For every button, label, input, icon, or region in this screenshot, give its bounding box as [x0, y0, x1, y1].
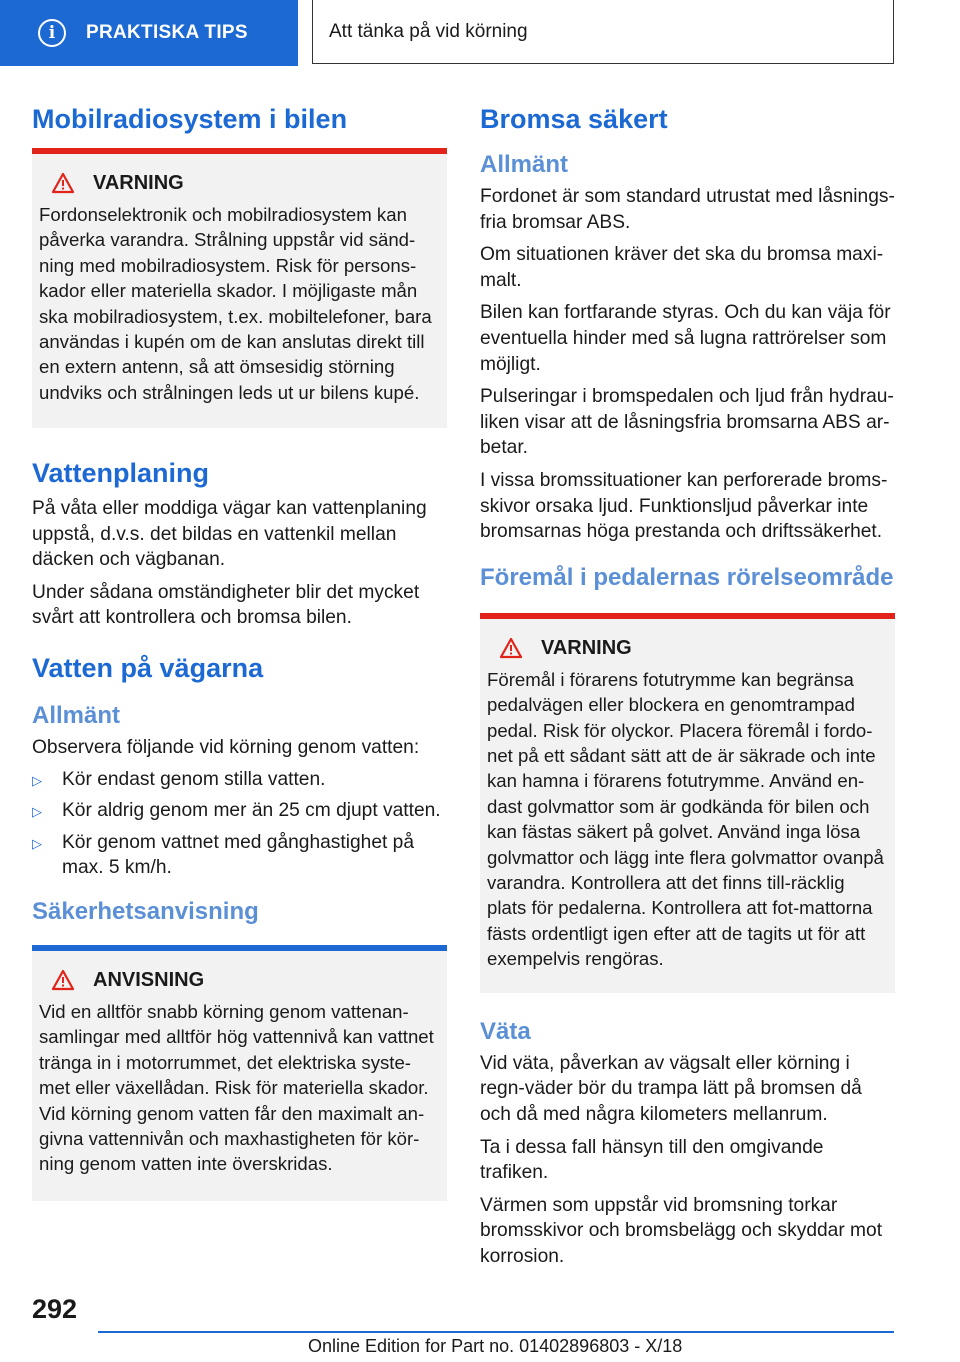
brake-heading: Bromsa säkert [480, 104, 668, 134]
edition-text: Online Edition for Part no. 01402896803 - X/18 [308, 1336, 683, 1356]
pedal-heading: Föremål i pedalernas rörelseområde [480, 563, 894, 591]
notice-title [51, 965, 439, 995]
left-column [32, 96, 447, 1201]
pedal-warning-title-text: VARNING [541, 636, 632, 659]
warning-title [51, 168, 439, 198]
bullet-triangle-icon: ▷ [32, 804, 42, 820]
list-item: ▷ Kör genom vattnet med gånghastighet på max. 5 km/h. [32, 831, 415, 879]
wet-paragraph: Vid väta, påverkan av vägsalt eller körning i regn-väder bör du trampa lätt på bromsen då och då med några kilometers mellanrum. [480, 1052, 862, 1125]
section-tab[interactable] [0, 0, 298, 66]
water-intro: Observera följande vid körning genom vatten: [32, 736, 420, 758]
warning-title-text: VARNING [93, 172, 184, 194]
section-tab-label: PRAKTISKA TIPS [86, 22, 248, 43]
notice-bar [32, 945, 447, 951]
page-number: 292 [32, 1294, 78, 1324]
warning-box [32, 148, 447, 428]
wet-heading: Väta [480, 1017, 531, 1045]
notice-box [32, 945, 447, 1201]
chapter-tab-label: Att tänka på vid körning [329, 20, 528, 42]
pedal-warning-box [480, 613, 895, 993]
brake-subheading: Allmänt [480, 151, 569, 178]
mobile-radio-heading: Mobilradiosystem i bilen [32, 104, 348, 134]
aquaplaning-paragraph-2: Under sådana omständigheter blir det mycket svårt att kontrollera och bromsa bilen. [32, 581, 420, 629]
pedal-warning-bar [480, 613, 895, 619]
brake-paragraph: Om situationen kräver det ska du bromsa maxi-malt. [480, 244, 884, 291]
wet-paragraph: Värmen som uppstår vid bromsning torkar bromsskivor och bromsbelägg och skyddar mot korrosion. [480, 1194, 883, 1267]
water-subheading: Allmänt [32, 701, 121, 729]
brake-paragraph: Pulseringar i bromspedalen och ljud från hydrau-liken visar att de låsningsfria bromsarna ABS ar-betar. [480, 386, 894, 459]
brake-paragraph: Bilen kan fortfarande styras. Och du kan väja för eventuella hinder med så lugna rattrörelser som möjligt. [480, 302, 891, 375]
notice-text: Vid en alltför snabb körning genom vattenan-samlingar med alltför hög vattennivå kan vattnet tränga in i motorrummet, det elektriska syste-met eller växellådan. Risk för materiella skador. Vid körning genom vatten får den maximalt an-givna vattennivån och maxhastigheten för kör-ning genom vatten inte överskridas. [39, 1000, 434, 1175]
info-icon: i [38, 19, 66, 47]
pedal-warning-text: Föremål i förarens fotutrymme kan begränsa pedalvägen eller blockera en genomtrampad pedal. Risk för olyckor. Placera föremål i fordo-net på ett sådant sätt att de är säkrade och inte kan hamna i förarens fotutrymme. Använd en-dast golvmattor som är godkända för bilen och kan fästas säkert på golvet. Använd inga lösa golvmattor och lägg inte flera golvmattor ovanpå varandra. Kontrollera att det finns till-räcklig plats för pedalerna. Kontrollera att fot-mattorna fästs ordentligt igen efter att de tagits ut för att exempelvis rengöras. [487, 668, 884, 970]
bullet-triangle-icon: ▷ [32, 835, 42, 851]
list-item: ▷ Kör endast genom stilla vatten. [32, 767, 447, 793]
warning-bar [32, 148, 447, 154]
brake-paragraph: Fordonet är som standard utrustat med låsnings-fria bromsar ABS. [480, 186, 895, 233]
footer-divider [98, 1331, 894, 1333]
pedal-warning-title [499, 633, 887, 663]
notice-title-text: ANVISNING [93, 968, 205, 991]
warning-triangle-icon [51, 172, 75, 194]
water-bullet-list [32, 767, 447, 881]
warning-triangle-icon [499, 637, 523, 659]
list-item: ▷ Kör aldrig genom mer än 25 cm djupt vatten. [32, 798, 447, 824]
right-column [480, 96, 895, 1269]
aquaplaning-paragraph: På våta eller moddiga vägar kan vattenplaning uppstå, d.v.s. det bildas en vattenkil mellan däcken och vägbanan. [32, 498, 427, 571]
aquaplaning-heading: Vattenplaning [32, 458, 210, 488]
bullet-triangle-icon: ▷ [32, 772, 42, 788]
notice-triangle-icon [51, 969, 75, 991]
page-header [0, 0, 960, 66]
brake-paragraph: I vissa bromssituationer kan perforerade broms-skivor orsaka ljud. Funktionsljud påverkar inte bromsarnas höga prestanda och driftssäkerhet. [480, 469, 888, 543]
water-heading: Vatten på vägarna [32, 652, 264, 683]
warning-text: Fordonselektronik och mobilradiosystem kan påverka varandra. Strålning uppstår vid sänd-ning med mobilradiosystem. Risk för persons-kador eller materiella skador. I möjligaste mån ska mobilradiosystem, t.ex. mobiltelefoner, bara användas i kupén om de kan anslutas direkt till en extern antenn, så att ömsesidig störning undviks och strålningen leds ut ur bilens kupé. [39, 204, 432, 403]
safety-heading: Säkerhetsanvisning [32, 897, 259, 925]
chapter-tab[interactable] [312, 0, 894, 64]
wet-paragraph: Ta i dessa fall hänsyn till den omgivande trafiken. [480, 1136, 824, 1184]
